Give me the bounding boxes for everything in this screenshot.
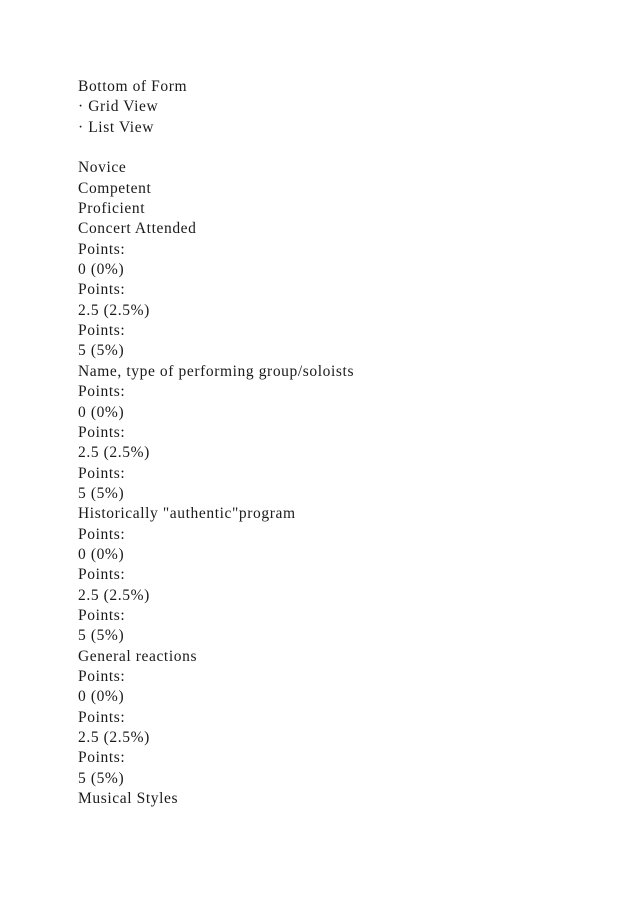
points-value: 2.5 (2.5%) (78, 444, 150, 462)
points-label: Points: (78, 749, 126, 767)
points-value: 0 (0%) (78, 688, 125, 706)
list-view-option[interactable]: · List View (78, 118, 154, 136)
criterion-name: Name, type of performing group/soloists (78, 362, 355, 380)
points-label: Points: (78, 322, 126, 340)
points-label: Points: (78, 423, 126, 441)
points-label: Points: (78, 383, 126, 401)
points-value: 2.5 (2.5%) (78, 586, 150, 604)
points-label: Points: (78, 464, 126, 482)
points-label: Points: (78, 606, 126, 624)
points-label: Points: (78, 566, 126, 584)
criterion-name: Musical Styles (78, 790, 179, 808)
points-label: Points: (78, 281, 126, 299)
criterion-name: Concert Attended (78, 220, 197, 238)
grid-view-option[interactable]: · Grid View (78, 98, 159, 116)
level-competent: Competent (78, 179, 152, 197)
points-label: Points: (78, 708, 126, 726)
points-value: 0 (0%) (78, 261, 125, 279)
points-value: 2.5 (2.5%) (78, 729, 150, 746)
points-label: Points: (78, 667, 126, 685)
bottom-of-form-label: Bottom of Form (78, 78, 188, 95)
points-value: 5 (5%) (78, 484, 125, 502)
criterion-name: General reactions (78, 647, 198, 665)
points-value: 5 (5%) (78, 769, 125, 787)
level-novice: Novice (78, 159, 127, 177)
points-value: 5 (5%) (78, 342, 125, 360)
points-value: 0 (0%) (78, 403, 125, 421)
points-label: Points: (78, 240, 126, 258)
points-value: 0 (0%) (78, 545, 125, 563)
document-content (78, 77, 598, 809)
blank-line (78, 138, 598, 158)
points-value: 5 (5%) (78, 627, 125, 645)
level-proficient: Proficient (78, 200, 146, 218)
criterion-name: Historically "authentic"program (78, 505, 296, 523)
points-label: Points: (78, 525, 126, 543)
points-value: 2.5 (2.5%) (78, 301, 150, 319)
